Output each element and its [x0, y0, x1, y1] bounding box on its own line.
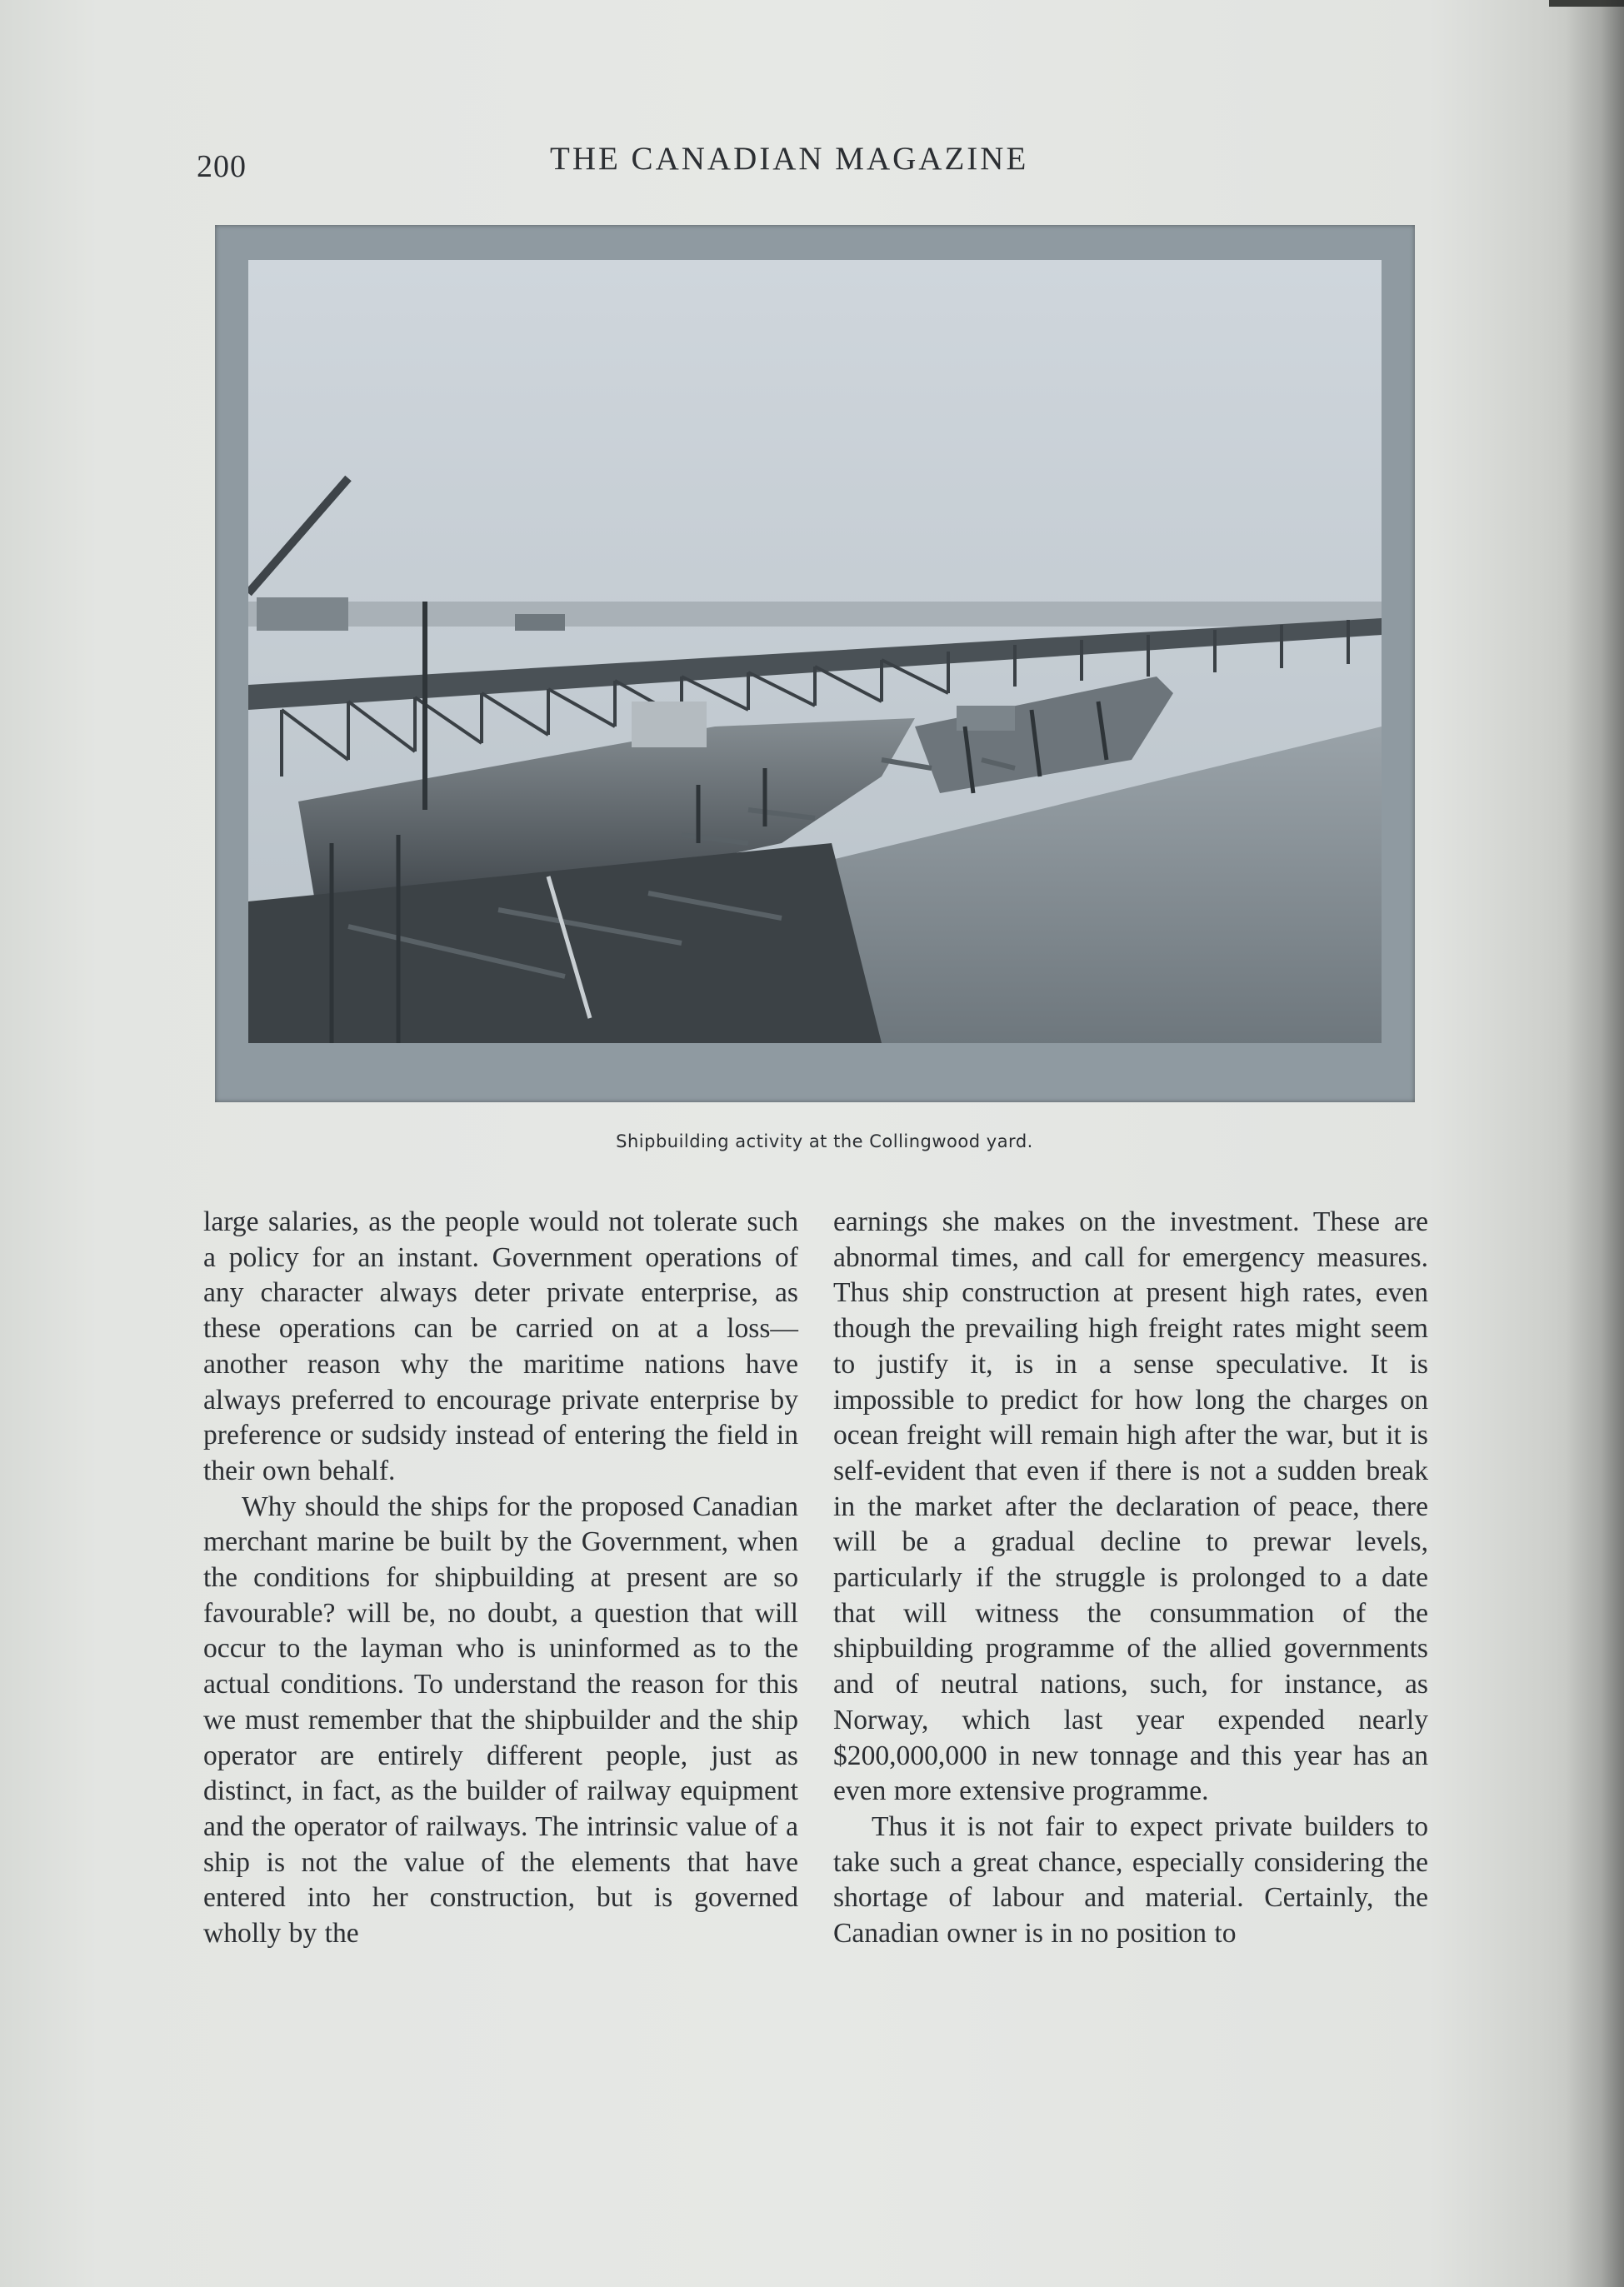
paragraph: large salaries, as the people would not tolerate such a policy for an instant. Government operations of any character always deter private enterprise, as these operations can be carried on at a loss—another reason why the maritime nations have always preferred to encourage private enterprise by preference or sudsidy instead of entering the field in their own behalf.: [203, 1206, 798, 1486]
figure-caption: Shipbuilding activity at the Collingwood yard.: [616, 1131, 1033, 1151]
shipyard-photograph: [248, 260, 1382, 1043]
paragraph: earnings she makes on the investment. These are abnormal times, and call for emergency measures. Thus ship construction at present high rates, even though the prevailing high freight rates might seem to justify it, is in a sense speculative. It is impossible to predict for how long the charges on ocean freight will remain high after the war, but it is self-evident that even if there is not a sudden break in the market after the declaration of peace, there will be a gradual decline to prewar levels, particularly if the struggle is prolonged to a date that will witness the consummation of the shipbuilding programme of the allied governments and of neutral nations, such, for instance, as Norway, which last year expended nearly $200,000,000 in new tonnage and this year has an even more extensive programme.: [833, 1206, 1428, 1807]
paragraph: Why should the ships for the proposed Canadian merchant marine be built by the Government, when the conditions for shipbuilding at present are so favourable? will be, no doubt, a question that will occur to the layman who is uninformed as to the actual conditions. To understand the reason for this we must remember that the shipbuilder and the ship operator are entirely different people, just as distinct, in fact, as the builder of railway equipment and the operator of railways. The intrinsic value of a ship is not the value of the elements that have entered into her construction, but is governed wholly by the: [203, 1491, 798, 1950]
text-column-left: [203, 1205, 798, 1952]
text-column-right: [833, 1205, 1428, 1952]
paragraph: Thus it is not fair to expect private builders to take such a great chance, especially considering the shortage of labour and material. Certainly, the Canadian owner is in no position to: [833, 1810, 1428, 1950]
running-head-title: THE CANADIAN MAGAZINE: [550, 141, 1029, 177]
page-number: 200: [197, 149, 247, 184]
photo-frame: [215, 225, 1415, 1102]
